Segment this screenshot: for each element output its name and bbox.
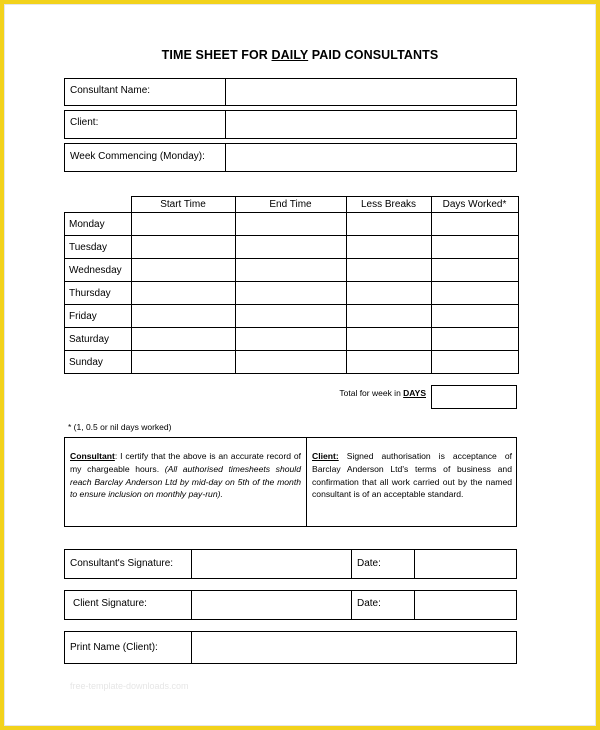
consultant-signature-label: Consultant's Signature: [70,558,174,569]
title-suffix: PAID CONSULTANTS [308,48,439,62]
client-label: Client: [70,117,99,128]
column-less-breaks: Less Breaks [346,197,431,213]
week-commencing-row [64,143,517,172]
day-label-saturday: Saturday [65,328,132,351]
table-row [65,305,519,328]
consultant-name-row [64,78,517,106]
consultant-signature-row [64,549,517,579]
friday-less-breaks[interactable] [346,305,431,328]
total-days-field[interactable] [431,385,517,409]
print-name-label: Print Name (Client): [70,642,158,653]
certification-box [64,437,517,527]
day-label-wednesday: Wednesday [65,259,132,282]
consultant-text: : I certify that the above is an accurate record of my chargeable hours. [70,451,301,474]
thursday-start-time[interactable] [131,282,235,305]
monday-days-worked[interactable] [431,213,518,236]
client-heading: Client: [312,451,339,461]
client-row [64,110,517,139]
thursday-end-time[interactable] [235,282,346,305]
client-signature-field[interactable] [192,591,350,619]
table-row [65,282,519,305]
saturday-start-time[interactable] [131,328,235,351]
wednesday-end-time[interactable] [235,259,346,282]
timesheet-table [64,196,519,374]
tuesday-less-breaks[interactable] [346,236,431,259]
day-label-monday: Monday [65,213,132,236]
wednesday-days-worked[interactable] [431,259,518,282]
table-row [65,351,519,374]
table-row [65,259,519,282]
consultant-heading: Consultant [70,451,115,461]
client-authorisation [307,446,517,505]
day-label-thursday: Thursday [65,282,132,305]
thursday-less-breaks[interactable] [346,282,431,305]
sunday-days-worked[interactable] [431,351,518,374]
column-start-time: Start Time [131,197,235,213]
consultant-name-label: Consultant Name: [70,85,151,96]
day-label-tuesday: Tuesday [65,236,132,259]
days-worked-footnote: * (1, 0.5 or nil days worked) [68,422,172,432]
column-days-worked: Days Worked* [431,197,518,213]
wednesday-start-time[interactable] [131,259,235,282]
total-label-prefix: Total for week in [339,388,404,398]
saturday-less-breaks[interactable] [346,328,431,351]
print-name-row [64,631,517,664]
page-title [0,48,600,62]
consultant-name-field[interactable] [231,85,511,101]
thursday-days-worked[interactable] [431,282,518,305]
client-signature-label: Client Signature: [73,598,147,609]
saturday-end-time[interactable] [235,328,346,351]
total-label-emphasis: DAYS [403,388,426,398]
monday-less-breaks[interactable] [346,213,431,236]
client-field[interactable] [231,117,511,133]
week-commencing-label: Week Commencing (Monday): [70,151,205,162]
table-row [65,213,519,236]
table-row [65,328,519,351]
day-label-friday: Friday [65,305,132,328]
tuesday-start-time[interactable] [131,236,235,259]
sunday-less-breaks[interactable] [346,351,431,374]
timesheet-header-row [65,197,519,213]
corner-cell [65,197,132,213]
saturday-days-worked[interactable] [431,328,518,351]
consultant-deadline-note: (All authorised timesheets should reach Barclay Anderson Ltd by mid-day on 5th of the month to ensure inclusion on monthly pay-run). [70,463,301,500]
table-row [65,236,519,259]
client-date-field[interactable] [415,591,516,619]
print-name-field[interactable] [192,632,516,663]
week-commencing-field[interactable] [231,150,511,166]
friday-end-time[interactable] [235,305,346,328]
title-prefix: TIME SHEET FOR [161,48,272,62]
client-text: Signed authorisation is acceptance of Barclay Anderson Ltd's terms of business and confirmation that all work carried out by the named consultant is of an acceptable standard. [312,451,512,500]
consultant-signature-field[interactable] [192,550,350,578]
friday-start-time[interactable] [131,305,235,328]
monday-end-time[interactable] [235,213,346,236]
consultant-date-field[interactable] [415,550,516,578]
day-label-sunday: Sunday [65,351,132,374]
column-end-time: End Time [235,197,346,213]
friday-days-worked[interactable] [431,305,518,328]
tuesday-end-time[interactable] [235,236,346,259]
watermark-text: free-template-downloads.com [70,681,189,691]
client-signature-row [64,590,517,620]
client-date-label: Date: [357,598,381,609]
consultant-certification [65,446,306,505]
total-label [300,388,426,398]
consultant-date-label: Date: [357,558,381,569]
wednesday-less-breaks[interactable] [346,259,431,282]
tuesday-days-worked[interactable] [431,236,518,259]
sunday-end-time[interactable] [235,351,346,374]
title-emphasis: DAILY [271,48,309,62]
sunday-start-time[interactable] [131,351,235,374]
monday-start-time[interactable] [131,213,235,236]
